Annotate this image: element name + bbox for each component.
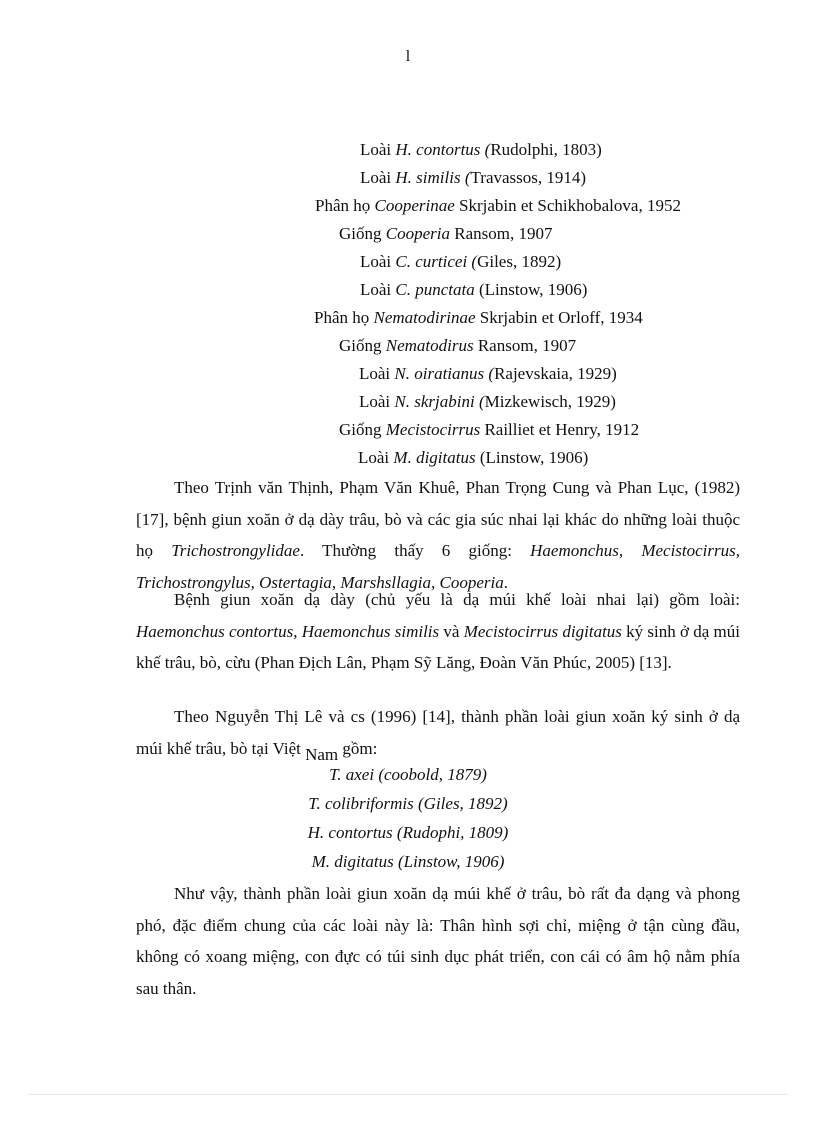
taxonomy-line: Giống Mecistocirrus Railliet et Henry, 1912 [339,420,640,439]
species-item: M. digitatus (Linstow, 1906) [311,852,505,871]
taxonomy-line: Phân họ Cooperinae Skrjabin et Schikhobalova, 1952 [315,196,681,215]
page-bottom-edge [28,1094,788,1095]
taxonomy-line: Giống Nematodirus Ransom, 1907 [339,336,577,355]
taxonomy-line: Loài M. digitatus (Linstow, 1906) [358,448,589,467]
page-number: l [405,48,411,65]
taxonomy-line: Loài N. skrjabini (Mizkewisch, 1929) [359,392,616,411]
taxonomy-line: Loài C. punctata (Linstow, 1906) [360,280,588,299]
species-item: T. axei (coobold, 1879) [329,765,487,784]
taxonomy-line: Giống Cooperia Ransom, 1907 [339,224,553,243]
taxonomy-line: Loài N. oiratianus (Rajevskaia, 1929) [359,364,617,383]
species-item: H. contortus (Rudophi, 1809) [307,823,509,842]
paragraph: Theo Trịnh văn Thịnh, Phạm Văn Khuê, Phan Trọng Cung và Phan Lục, (1982) [17], bệnh giun xoăn ở dạ dày trâu, bò và các gia súc nhai lại khác do những loài thuộc họ Trichostrongylidae. Thường thấy 6 giống: Haemonchus, Mecistocirrus, Trichostrongylus, Ostertagia, Marshsllagia, Cooperia. [136,478,740,592]
paragraph: Theo Nguyễn Thị Lê và cs (1996) [14], thành phần loài giun xoăn ký sinh ở dạ múi khế trâu, bò tại Việt Nam gồm: [136,707,740,764]
taxonomy-line: Loài C. curticei (Giles, 1892) [360,252,562,271]
paragraph: Như vậy, thành phần loài giun xoăn dạ múi khế ở trâu, bò rất đa dạng và phong phó, đặc điểm chung của các loài này là: Thân hình sợi chỉ, miệng ở tận cùng đầu, không có xoang miệng, con đực có túi sinh dục phát triển, con cái có âm hộ nằm phía sau thân. [136,884,740,998]
paragraph: Bệnh giun xoăn dạ dày (chủ yếu là dạ múi khế loài nhai lại) gồm loài: Haemonchus contortus, Haemonchus similis và Mecistocirrus digitatus ký sinh ở dạ múi khế trâu, bò, cừu (Phan Địch Lân, Phạm Sỹ Lăng, Đoàn Văn Phúc, 2005) [13]. [136,590,740,672]
species-item: T. colibriformis (Giles, 1892) [308,794,508,813]
taxonomy-line: Loài H. contortus (Rudolphi, 1803) [360,140,602,159]
taxonomy-line: Loài H. similis (Travassos, 1914) [360,168,587,187]
taxonomy-line: Phân họ Nematodirinae Skrjabin et Orloff, 1934 [314,308,643,327]
